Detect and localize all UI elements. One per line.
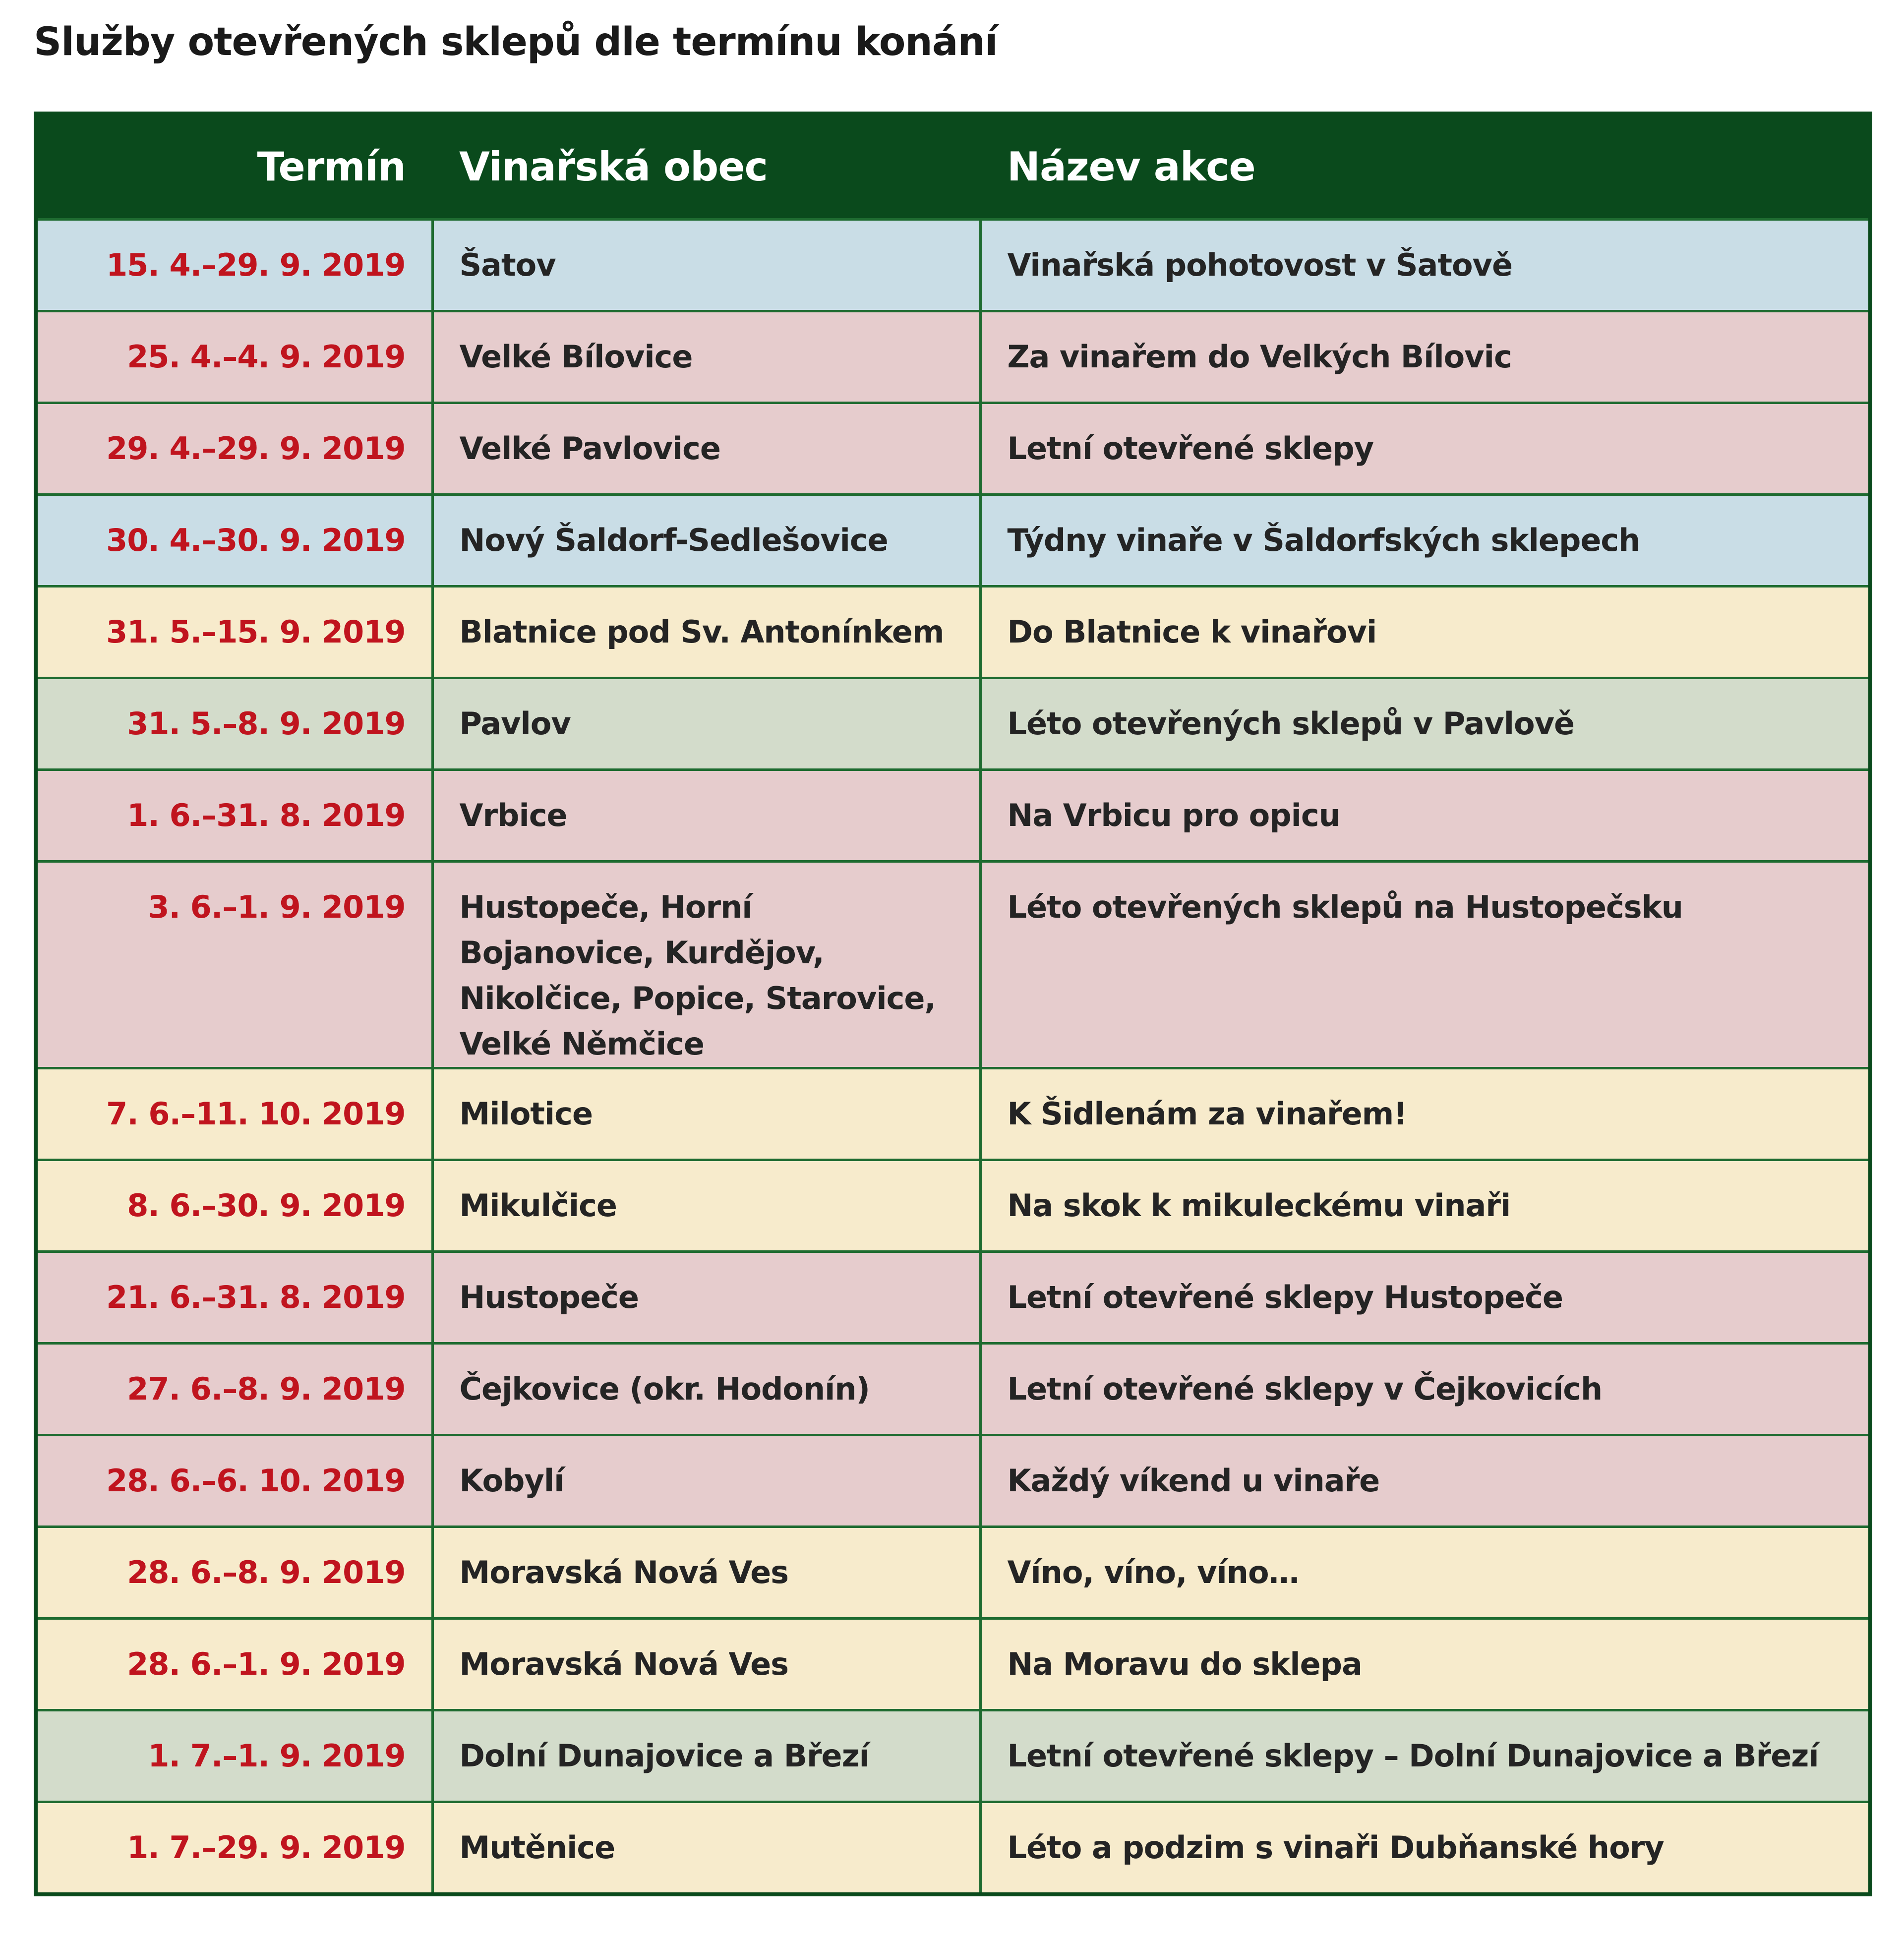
- wine-cellar-schedule-table: [34, 112, 1872, 1896]
- village-cell: Hustopeče: [432, 1252, 980, 1344]
- table-row: [36, 1068, 1870, 1160]
- table-row: [36, 1252, 1870, 1344]
- event-cell: Letní otevřené sklepy – Dolní Dunajovice a Březí: [980, 1710, 1870, 1802]
- table-row: [36, 311, 1870, 403]
- table-row: [36, 678, 1870, 770]
- term-cell: 3. 6.–1. 9. 2019: [36, 862, 432, 1068]
- village-cell: Milotice: [432, 1068, 980, 1160]
- village-cell: Hustopeče, Horní Bojanovice, Kurdějov, Nikolčice, Popice, Starovice, Velké Němčice: [432, 862, 980, 1068]
- event-cell: Vinařská pohotovost v Šatově: [980, 220, 1870, 311]
- village-cell: Nový Šaldorf-Sedlešovice: [432, 495, 980, 587]
- event-cell: Víno, víno, víno…: [980, 1527, 1870, 1619]
- event-cell: Na skok k mikuleckému vinaři: [980, 1160, 1870, 1252]
- page-title: Služby otevřených sklepů dle termínu konání: [34, 20, 998, 64]
- village-cell: Velké Pavlovice: [432, 403, 980, 495]
- event-cell: Letní otevřené sklepy: [980, 403, 1870, 495]
- event-cell: K Šidlenám za vinařem!: [980, 1068, 1870, 1160]
- table-row: [36, 1160, 1870, 1252]
- event-cell: Na Vrbicu pro opicu: [980, 770, 1870, 862]
- table-row: [36, 1710, 1870, 1802]
- village-cell: Pavlov: [432, 678, 980, 770]
- village-cell: Vrbice: [432, 770, 980, 862]
- event-cell: Týdny vinaře v Šaldorfských sklepech: [980, 495, 1870, 587]
- term-cell: 25. 4.–4. 9. 2019: [36, 311, 432, 403]
- term-cell: 27. 6.–8. 9. 2019: [36, 1344, 432, 1435]
- village-cell: Mutěnice: [432, 1802, 980, 1895]
- village-cell: Mikulčice: [432, 1160, 980, 1252]
- header-term: Termín: [36, 114, 432, 220]
- event-cell: Do Blatnice k vinařovi: [980, 587, 1870, 678]
- term-cell: 1. 7.–1. 9. 2019: [36, 1710, 432, 1802]
- table-row: [36, 495, 1870, 587]
- header-village: Vinařská obec: [432, 114, 980, 220]
- event-cell: Léto a podzim s vinaři Dubňanské hory: [980, 1802, 1870, 1895]
- term-cell: 1. 6.–31. 8. 2019: [36, 770, 432, 862]
- village-cell: Blatnice pod Sv. Antonínkem: [432, 587, 980, 678]
- table-row: [36, 862, 1870, 1068]
- village-cell: Velké Bílovice: [432, 311, 980, 403]
- table-row: [36, 1802, 1870, 1895]
- table-row: [36, 1435, 1870, 1527]
- table-header-row: [36, 114, 1870, 220]
- table-row: [36, 1619, 1870, 1710]
- term-cell: 28. 6.–8. 9. 2019: [36, 1527, 432, 1619]
- table-row: [36, 220, 1870, 311]
- event-cell: Letní otevřené sklepy Hustopeče: [980, 1252, 1870, 1344]
- term-cell: 31. 5.–15. 9. 2019: [36, 587, 432, 678]
- term-cell: 21. 6.–31. 8. 2019: [36, 1252, 432, 1344]
- village-cell: Kobylí: [432, 1435, 980, 1527]
- village-cell: Šatov: [432, 220, 980, 311]
- event-cell: Letní otevřené sklepy v Čejkovicích: [980, 1344, 1870, 1435]
- village-cell: Dolní Dunajovice a Březí: [432, 1710, 980, 1802]
- term-cell: 28. 6.–6. 10. 2019: [36, 1435, 432, 1527]
- term-cell: 1. 7.–29. 9. 2019: [36, 1802, 432, 1895]
- header-event: Název akce: [980, 114, 1870, 220]
- village-cell: Čejkovice (okr. Hodonín): [432, 1344, 980, 1435]
- term-cell: 31. 5.–8. 9. 2019: [36, 678, 432, 770]
- table-row: [36, 1344, 1870, 1435]
- table-row: [36, 403, 1870, 495]
- village-cell: Moravská Nová Ves: [432, 1527, 980, 1619]
- table-row: [36, 1527, 1870, 1619]
- event-cell: Každý víkend u vinaře: [980, 1435, 1870, 1527]
- event-cell: Za vinařem do Velkých Bílovic: [980, 311, 1870, 403]
- term-cell: 30. 4.–30. 9. 2019: [36, 495, 432, 587]
- term-cell: 28. 6.–1. 9. 2019: [36, 1619, 432, 1710]
- village-cell: Moravská Nová Ves: [432, 1619, 980, 1710]
- event-cell: Léto otevřených sklepů na Hustopečsku: [980, 862, 1870, 1068]
- event-cell: Léto otevřených sklepů v Pavlově: [980, 678, 1870, 770]
- event-cell: Na Moravu do sklepa: [980, 1619, 1870, 1710]
- term-cell: 7. 6.–11. 10. 2019: [36, 1068, 432, 1160]
- table-row: [36, 770, 1870, 862]
- term-cell: 29. 4.–29. 9. 2019: [36, 403, 432, 495]
- term-cell: 15. 4.–29. 9. 2019: [36, 220, 432, 311]
- table-row: [36, 587, 1870, 678]
- term-cell: 8. 6.–30. 9. 2019: [36, 1160, 432, 1252]
